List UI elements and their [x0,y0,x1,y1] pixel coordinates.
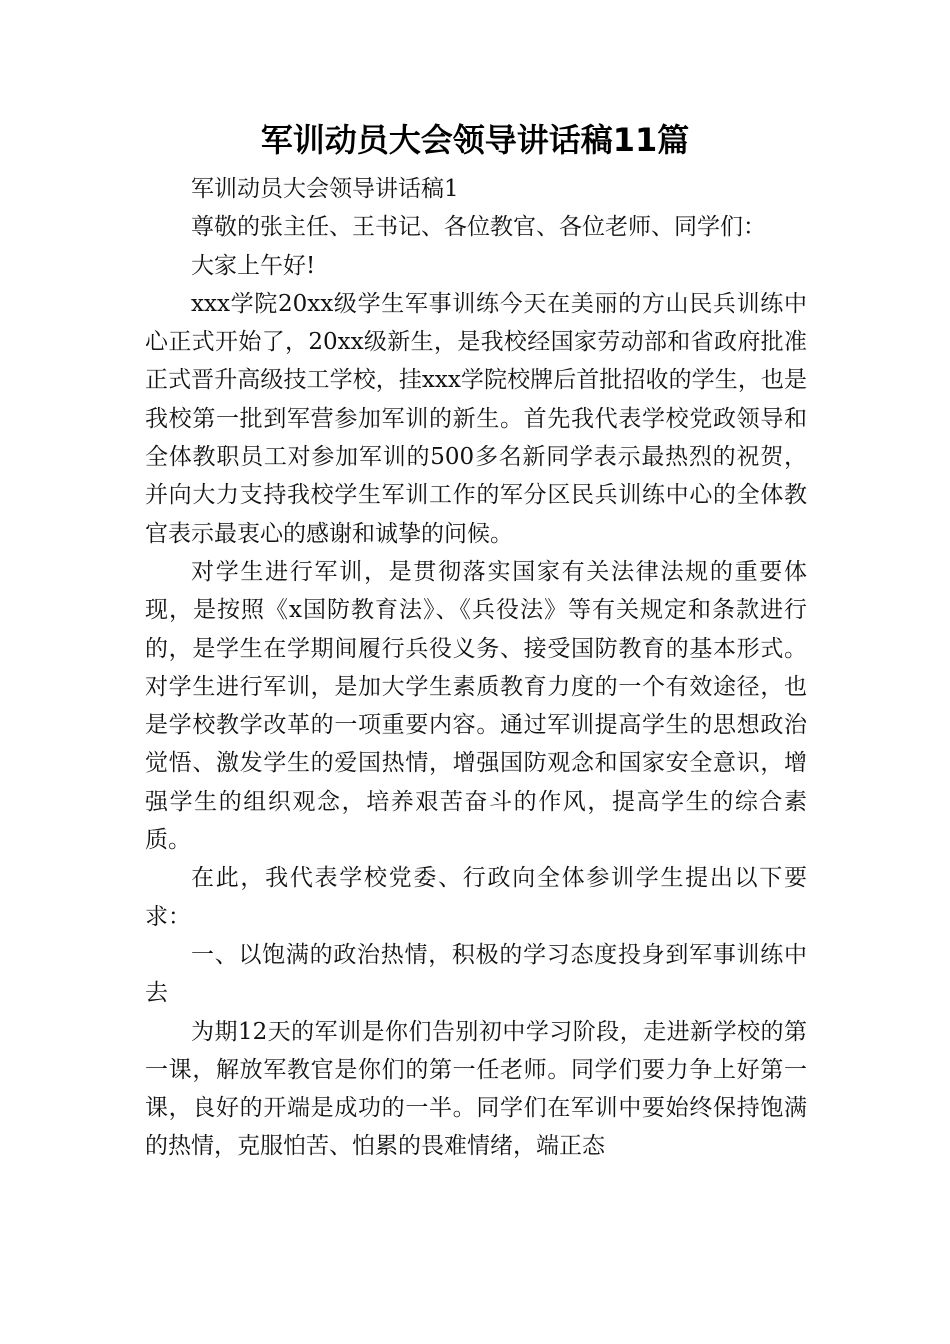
paragraph: 对学生进行军训，是贯彻落实国家有关法律法规的重要体现，是按照《x国防教育法》、《兵役法》等有关规定和条款进行的，是学生在学期间履行兵役义务、接受国防教育的基本形式。对学生进行军训，是加大学生素质教育力度的一个有效途径，也是学校教学改革的一项重要内容。通过军训提高学生的思想政治觉悟、激发学生的爱国热情，增强国防观念和国家安全意识，增强学生的组织观念，培养艰苦奋斗的作风，提高学生的综合素质。 [145,558,807,854]
paragraph: 在此，我代表学校党委、行政向全体参训学生提出以下要求： [145,865,807,930]
paragraph-greeting: 大家上午好! [191,252,316,279]
document-body [145,170,807,1166]
document-title: 军训动员大会领导讲话稿11篇 [260,121,690,159]
section-heading: 一、以饱满的政治热情，积极的学习态度投身到军事训练中去 [145,941,807,1007]
paragraph: xxx学院20xx级学生军事训练今天在美丽的方山民兵训练中心正式开始了，20xx级新生，是我校经国家劳动部和省政府批准正式晋升高级技工学校，挂xxx学院校牌后首批招收的学生，也是我校第一批到军营参加军训的新生。首先我代表学校党政领导和全体教职员工对参加军训的500多名新同学表示最热烈的祝贺，并向大力支持我校学生军训工作的军分区民兵训练中心的全体教官表示最衷心的感谢和诚挚的问候。 [145,290,807,547]
paragraph-salutation: 尊敬的张主任、王书记、各位教官、各位老师、同学们： [191,214,766,241]
paragraph: 为期12天的军训是你们告别初中学习阶段，走进新学校的第一课，解放军教官是你们的第一任老师。同学们要力争上好第一课，良好的开端是成功的一半。同学们在军训中要始终保持饱满的热情，克服怕苦、怕累的畏难情绪，端正态 [145,1018,807,1160]
paragraph-subtitle: 军训动员大会领导讲话稿1 [191,176,459,202]
